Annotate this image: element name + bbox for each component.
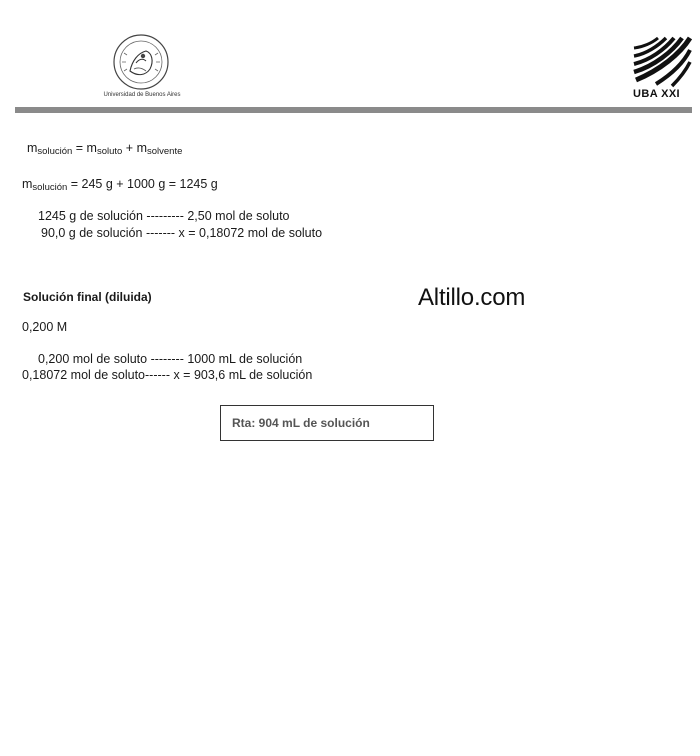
calc-lhs: m <box>22 177 33 191</box>
proportion-2-line-1: 0,200 mol de soluto -------- 1000 mL de solución <box>38 352 303 366</box>
uba-xxi-logo-icon <box>632 36 692 88</box>
answer-text: Rta: 904 mL de solución <box>232 416 370 430</box>
watermark: Altillo.com <box>418 284 526 311</box>
formula-lhs: m <box>27 141 38 155</box>
proportion-1-line-2: 90,0 g de solución ------- x = 0,18072 mol de soluto <box>41 226 323 240</box>
uba-xxi-label: UBA XXI <box>633 88 681 100</box>
formula-eq: = <box>72 141 87 155</box>
calc-lhs-sub: solución <box>32 182 68 193</box>
formula-term2-sub: solvente <box>146 146 183 157</box>
formula-term1-sub: soluto <box>96 146 123 157</box>
calc-rest: = 245 g + 1000 g = 1245 g <box>67 177 218 191</box>
formula-lhs-sub: solución <box>37 146 73 157</box>
university-caption: Universidad de Buenos Aires <box>103 92 181 98</box>
proportion-2-line-2: 0,18072 mol de soluto------ x = 903,6 mL de solución <box>22 368 313 382</box>
answer-box <box>220 405 434 441</box>
proportion-1-line-1: 1245 g de solución --------- 2,50 mol de soluto <box>38 209 290 223</box>
mass-formula <box>27 141 182 155</box>
university-seal-icon <box>112 33 170 91</box>
header-divider <box>15 107 692 113</box>
formula-plus: + <box>122 141 137 155</box>
mass-calculation <box>22 177 218 191</box>
formula-term2: m <box>136 141 147 155</box>
final-concentration: 0,200 M <box>22 320 68 334</box>
formula-term1: m <box>86 141 97 155</box>
final-solution-heading: Solución final (diluida) <box>23 290 152 304</box>
